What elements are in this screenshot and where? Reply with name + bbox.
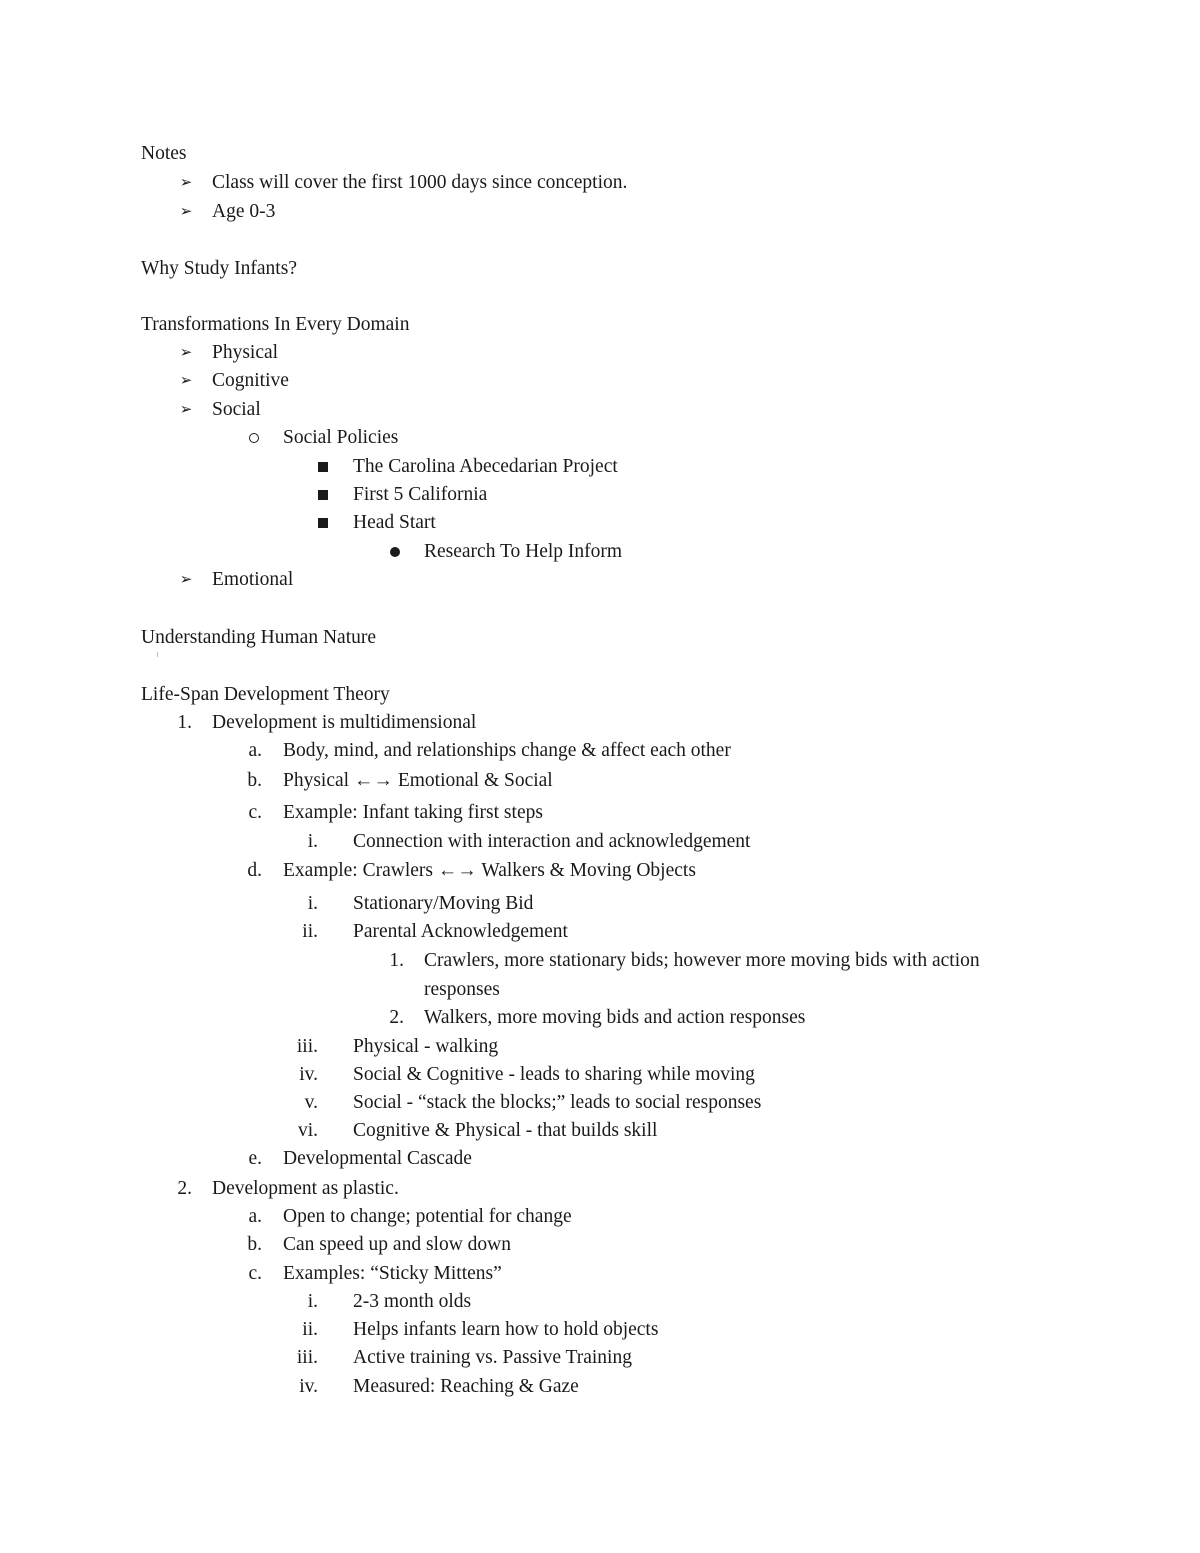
list-item <box>0 709 1200 737</box>
list-item <box>0 1033 1200 1061</box>
list-item <box>0 799 1200 827</box>
arrow-bullet-icon: ➢ <box>179 345 193 361</box>
list-item <box>0 481 1200 509</box>
list-item <box>0 1288 1200 1316</box>
filled-circle-bullet-icon <box>390 538 400 566</box>
arrow-bullet-icon: ➢ <box>179 175 193 191</box>
heading-transformations <box>0 311 1200 339</box>
list-item-text: Examples: “Sticky Mittens” <box>283 1263 502 1284</box>
list-item-text: Development as plastic. <box>212 1178 399 1199</box>
list-roman: vi. <box>297 1120 318 1141</box>
list-item-text: Walkers, more moving bids and action responses <box>424 1007 806 1028</box>
list-item-text: Crawlers, more stationary bids; however more moving bids with action <box>424 950 980 971</box>
list-item <box>0 1004 1200 1032</box>
list-item-text: Development is multidimensional <box>212 712 477 733</box>
list-item-text: Physical - walking <box>353 1036 499 1057</box>
list-item <box>0 453 1200 481</box>
list-item-text: Social Policies <box>283 427 399 448</box>
list-item <box>0 198 1200 226</box>
list-item <box>0 1373 1200 1401</box>
list-item <box>0 1061 1200 1089</box>
list-item-text: Active training vs. Passive Training <box>353 1347 632 1368</box>
list-item <box>0 767 1200 795</box>
heading-text: Understanding Human Nature <box>141 627 377 648</box>
list-number: 2. <box>389 1007 404 1028</box>
list-item-text: Measured: Reaching & Gaze <box>353 1376 579 1397</box>
list-item-text: Parental Acknowledgement <box>353 921 568 942</box>
list-item <box>0 1316 1200 1344</box>
list-item <box>0 1145 1200 1173</box>
list-item-text: Stationary/Moving Bid <box>353 893 534 914</box>
list-item <box>0 396 1200 424</box>
list-item-text: The Carolina Abecedarian Project <box>353 456 618 477</box>
list-item-text: Can speed up and slow down <box>283 1234 512 1255</box>
list-item-text: Physical <box>212 342 279 363</box>
list-item-text: Connection with interaction and acknowledgement <box>353 831 751 852</box>
list-item-continuation <box>0 976 1200 1004</box>
list-item <box>0 918 1200 946</box>
list-item <box>0 169 1200 197</box>
list-item <box>0 857 1200 885</box>
list-item <box>0 566 1200 594</box>
list-roman: iii. <box>296 1036 318 1057</box>
list-item <box>0 1231 1200 1259</box>
list-item-text: Emotional <box>212 569 294 590</box>
list-item-text: Age 0-3 <box>212 201 276 222</box>
heading-text: Life-Span Development Theory <box>141 684 390 705</box>
arrow-bullet-icon: ➢ <box>179 402 193 418</box>
list-item <box>0 1203 1200 1231</box>
list-letter: c. <box>248 1263 262 1284</box>
cursor-mark <box>157 652 158 657</box>
list-letter: b. <box>247 770 262 791</box>
square-bullet-icon <box>318 509 328 537</box>
list-roman: i. <box>307 893 318 914</box>
list-item-text: Cognitive & Physical - that builds skill <box>353 1120 658 1141</box>
arrow-bullet-icon: ➢ <box>179 204 193 220</box>
list-roman: ii. <box>302 1319 318 1340</box>
list-number: 2. <box>177 1178 192 1199</box>
list-item <box>0 890 1200 918</box>
list-item <box>0 1344 1200 1372</box>
list-letter: a. <box>248 1206 262 1227</box>
arrow-bullet-icon: ➢ <box>179 572 193 588</box>
list-item-text: Open to change; potential for change <box>283 1206 572 1227</box>
list-roman: v. <box>304 1092 318 1113</box>
heading-text: Transformations In Every Domain <box>141 314 410 335</box>
list-item-text: Research To Help Inform <box>424 541 623 562</box>
list-letter: d. <box>247 860 262 881</box>
heading-text: Notes <box>141 143 187 164</box>
list-item <box>0 1260 1200 1288</box>
list-roman: i. <box>307 1291 318 1312</box>
list-item-text: First 5 California <box>353 484 488 505</box>
heading-notes <box>0 140 1200 168</box>
list-roman: ii. <box>302 921 318 942</box>
list-item <box>0 538 1200 566</box>
heading-why-study-infants <box>0 255 1200 283</box>
list-item-text: Developmental Cascade <box>283 1148 472 1169</box>
list-item-text: Head Start <box>353 512 436 533</box>
list-item <box>0 947 1200 975</box>
square-bullet-icon <box>318 453 328 481</box>
list-number: 1. <box>177 712 192 733</box>
arrow-bullet-icon: ➢ <box>179 373 193 389</box>
list-item <box>0 1175 1200 1203</box>
list-item <box>0 1089 1200 1117</box>
list-item-text: Social - “stack the blocks;” leads to social responses <box>353 1092 762 1113</box>
list-item-text: Helps infants learn how to hold objects <box>353 1319 659 1340</box>
heading-understanding-human-nature <box>0 624 1200 652</box>
list-item <box>0 367 1200 395</box>
list-item-text: responses <box>424 979 500 1000</box>
heading-life-span-development-theory <box>0 681 1200 709</box>
list-letter: a. <box>248 740 262 761</box>
heading-text: Why Study Infants? <box>141 258 297 279</box>
list-item-text: Cognitive <box>212 370 289 391</box>
list-roman: iii. <box>296 1347 318 1368</box>
list-item-text: Social <box>212 399 261 420</box>
list-item-text: Body, mind, and relationships change & affect each other <box>283 740 731 761</box>
square-bullet-icon <box>318 481 328 509</box>
list-number: 1. <box>389 950 404 971</box>
list-item <box>0 1117 1200 1145</box>
list-roman: i. <box>307 831 318 852</box>
list-item-text: Example: Crawlers ←→ Walkers & Moving Objects <box>283 860 696 881</box>
list-roman: iv. <box>299 1064 318 1085</box>
list-item-text: Class will cover the first 1000 days since conception. <box>212 172 628 193</box>
list-roman: iv. <box>299 1376 318 1397</box>
list-item-text: Social & Cognitive - leads to sharing while moving <box>353 1064 755 1085</box>
list-letter: b. <box>247 1234 262 1255</box>
list-item-text: Example: Infant taking first steps <box>283 802 543 823</box>
list-letter: c. <box>248 802 262 823</box>
list-item-text: Physical ←→ Emotional & Social <box>283 770 553 791</box>
list-item <box>0 737 1200 765</box>
list-item <box>0 339 1200 367</box>
list-item-text: 2-3 month olds <box>353 1291 472 1312</box>
hollow-circle-bullet-icon <box>249 424 259 452</box>
list-item <box>0 828 1200 856</box>
list-letter: e. <box>248 1148 262 1169</box>
list-item <box>0 509 1200 537</box>
list-item <box>0 424 1200 452</box>
